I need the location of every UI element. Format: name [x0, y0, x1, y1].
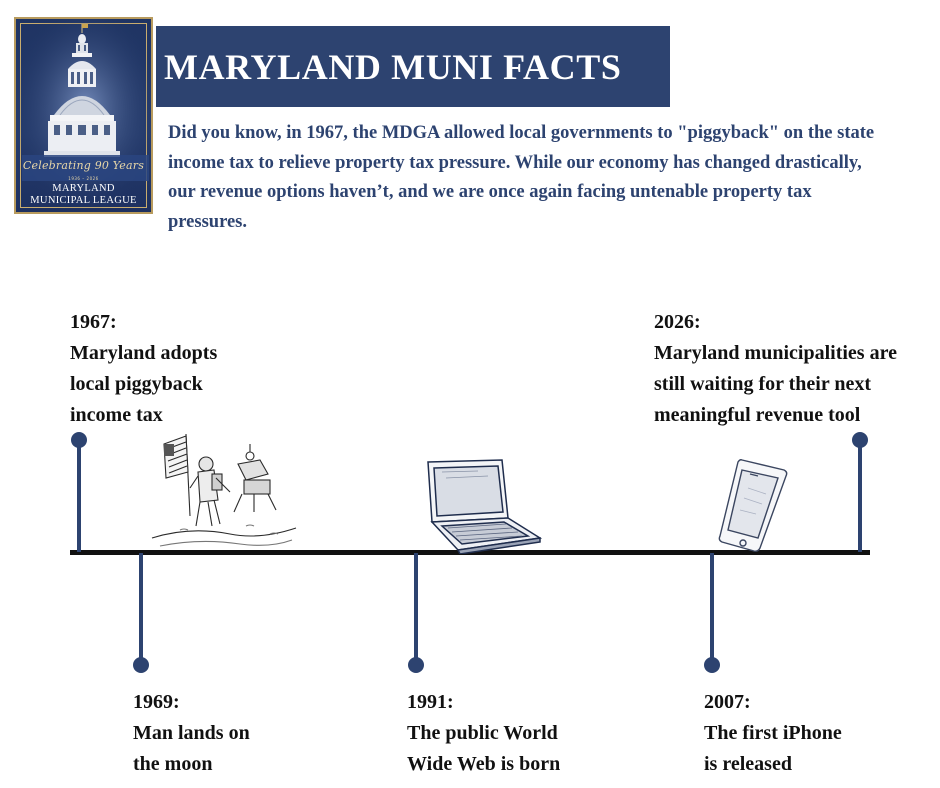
laptop-illustration-icon	[418, 458, 546, 554]
smartphone-illustration-icon	[718, 458, 790, 554]
event-line: Wide Web is born	[407, 753, 561, 775]
logo-years: 1936 – 2026	[68, 176, 99, 181]
timeline-dot-2026	[852, 432, 868, 448]
event-line: local piggyback	[70, 373, 203, 395]
timeline-dot-2007	[704, 657, 720, 673]
maryland-municipal-league-logo	[14, 17, 153, 214]
timeline-dot-1967	[71, 432, 87, 448]
event-line: Maryland adopts	[70, 342, 218, 364]
event-line: is released	[704, 753, 792, 775]
page-title: MARYLAND MUNI FACTS	[164, 46, 622, 87]
event-year: 1967:	[70, 311, 117, 333]
timeline-dot-1991	[408, 657, 424, 673]
event-line: The public World	[407, 722, 558, 744]
timeline-event-2026	[654, 307, 897, 431]
event-year: 1969:	[133, 691, 180, 713]
event-line: The first iPhone	[704, 722, 842, 744]
timeline-event-1991	[407, 687, 560, 780]
timeline-event-1969	[133, 687, 250, 780]
timeline-stem-1967	[77, 445, 81, 552]
timeline-stem-2026	[858, 445, 862, 552]
timeline-stem-1969	[139, 553, 143, 663]
logo-name-line-2: MUNICIPAL LEAGUE	[30, 195, 137, 206]
timeline-dot-1969	[133, 657, 149, 673]
event-line: still waiting for their next	[654, 373, 872, 395]
intro-paragraph: Did you know, in 1967, the MDGA allowed local governments to "piggyback" on the state income tax to relieve property tax pressure. While our economy has changed drastically, our revenue options haven’t, and we are once again facing untenable property tax pressures.	[168, 123, 875, 232]
timeline-event-1967	[70, 307, 217, 431]
event-year: 2026:	[654, 311, 701, 333]
moon-landing-illustration-icon	[150, 430, 300, 552]
event-line: Man lands on	[133, 722, 250, 744]
event-line: Maryland municipalities are	[654, 342, 897, 364]
timeline-event-2007	[704, 687, 842, 780]
timeline-stem-2007	[710, 553, 714, 663]
timeline-stem-1991	[414, 553, 418, 663]
logo-name-line-1: MARYLAND	[52, 183, 115, 194]
logo-anniversary-script: Celebrating 90 Years	[22, 159, 145, 172]
title-banner	[156, 26, 670, 107]
event-year: 2007:	[704, 691, 751, 713]
event-line: meaningful revenue tool	[654, 404, 861, 426]
event-line: income tax	[70, 404, 163, 426]
event-year: 1991:	[407, 691, 454, 713]
event-line: the moon	[133, 753, 213, 775]
